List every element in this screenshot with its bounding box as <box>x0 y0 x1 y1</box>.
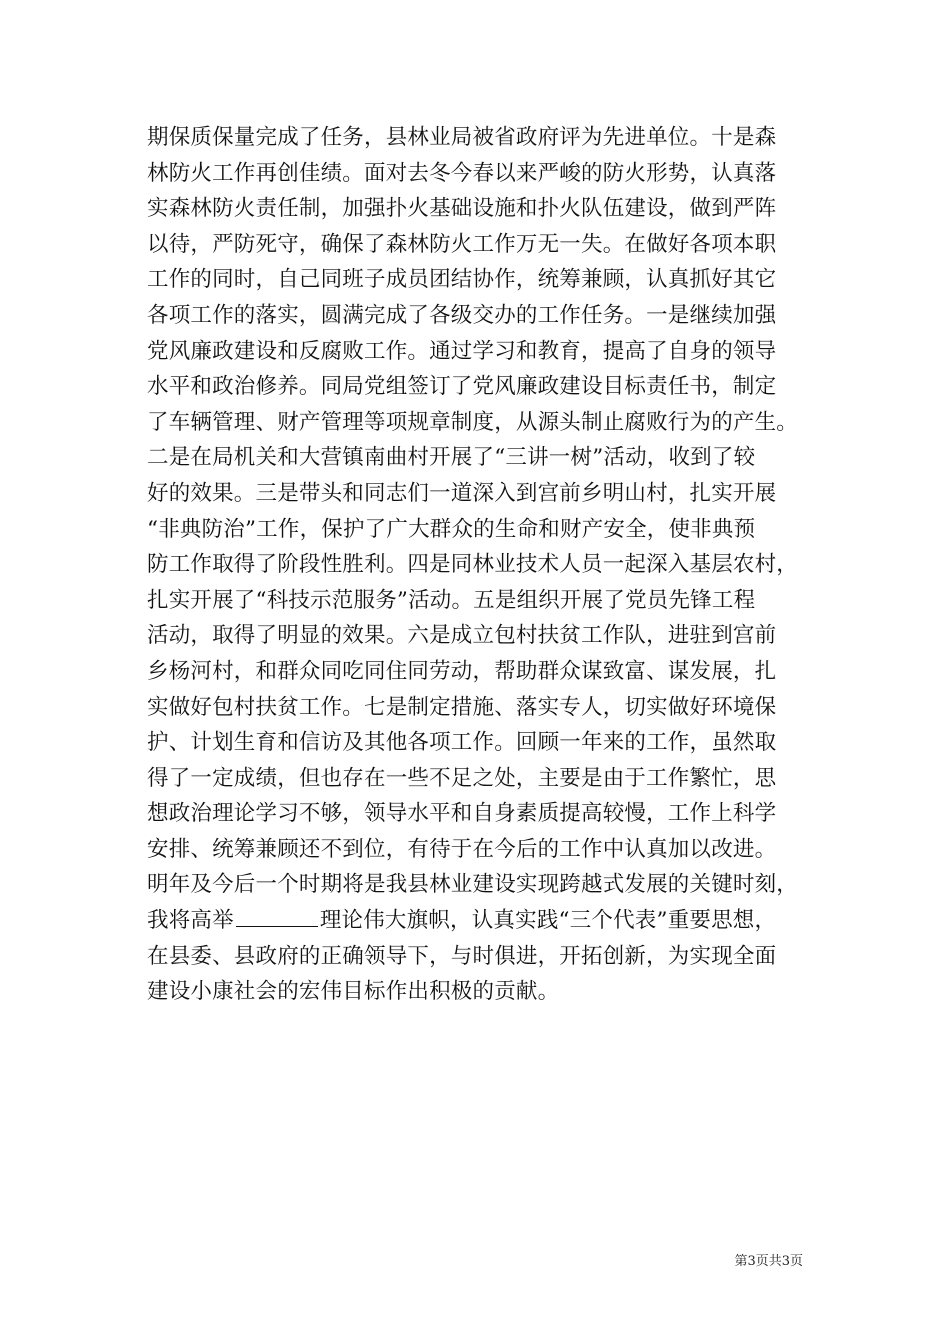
text-line-22: 明年及今后一个时期将是我县林业建设实现跨越式发展的关键时刻， <box>147 872 799 898</box>
fill-in-blank <box>236 908 318 927</box>
text-line-2: 林防火工作再创佳绩。面对去冬今春以来严峻的防火形势，认真落 <box>147 160 777 186</box>
text-line-12: “非典防治”工作，保护了广大群众的生命和财产安全，使非典预 <box>147 516 756 542</box>
text-line-16: 乡杨河村，和群众同吃同住同劳动，帮助群众谋致富、谋发展，扎 <box>147 658 777 684</box>
page-number: 第3页共3页 <box>734 1254 803 1269</box>
text-line-18: 护、计划生育和信访及其他各项工作。回顾一年来的工作，虽然取 <box>147 730 777 756</box>
body-text <box>147 120 827 1010</box>
text-line-7: 党风廉政建设和反腐败工作。通过学习和教育，提高了自身的领导 <box>147 338 777 364</box>
text-line-9: 了车辆管理、财产管理等项规章制度，从源头制止腐败行为的产生。 <box>147 409 799 435</box>
text-line-19: 得了一定成绩，但也存在一些不足之处，主要是由于工作繁忙，思 <box>147 765 777 791</box>
text-line-15: 活动，取得了明显的效果。六是成立包村扶贫工作队，进驻到宫前 <box>147 623 777 649</box>
text-line-11: 好的效果。三是带头和同志们一道深入到宫前乡明山村，扎实开展 <box>147 480 777 506</box>
text-line-24: 在县委、县政府的正确领导下，与时俱进，开拓创新，为实现全面 <box>147 943 777 969</box>
text-after-blank: 理论伟大旗帜，认真实践“三个代表”重要思想， <box>319 908 777 934</box>
text-line-21: 安排、统筹兼顾还不到位，有待于在今后的工作中认真加以改进。 <box>147 836 777 862</box>
text-line-20: 想政治理论学习不够，领导水平和自身素质提高较慢，工作上科学 <box>147 801 777 827</box>
text-line-17: 实做好包村扶贫工作。七是制定措施、落实专人，切实做好环境保 <box>147 694 777 720</box>
text-line-13: 防工作取得了阶段性胜利。四是同林业技术人员一起深入基层农村， <box>147 552 799 578</box>
text-before-blank: 我将高举 <box>147 908 234 934</box>
text-line-blank <box>147 903 827 939</box>
text-line-10: 二是在局机关和大营镇南曲村开展了“三讲一树”活动，收到了较 <box>147 445 756 471</box>
text-line-8: 水平和政治修养。同局党组签订了党风廉政建设目标责任书，制定 <box>147 374 777 400</box>
text-line-25: 建设小康社会的宏伟目标作出积极的贡献。 <box>147 979 560 1005</box>
text-line-1: 期保质保量完成了任务，县林业局被省政府评为先进单位。十是森 <box>147 125 777 150</box>
text-line-14: 扎实开展了“科技示范服务”活动。五是组织开展了党员先锋工程 <box>147 587 756 613</box>
text-line-5: 工作的同时，自己同班子成员团结协作，统筹兼顾，认真抓好其它 <box>147 267 777 293</box>
text-line-4: 以待，严防死守，确保了森林防火工作万无一失。在做好各项本职 <box>147 231 777 257</box>
text-line-3: 实森林防火责任制，加强扑火基础设施和扑火队伍建设，做到严阵 <box>147 196 777 222</box>
text-line-6: 各项工作的落实，圆满完成了各级交办的工作任务。一是继续加强 <box>147 302 777 328</box>
